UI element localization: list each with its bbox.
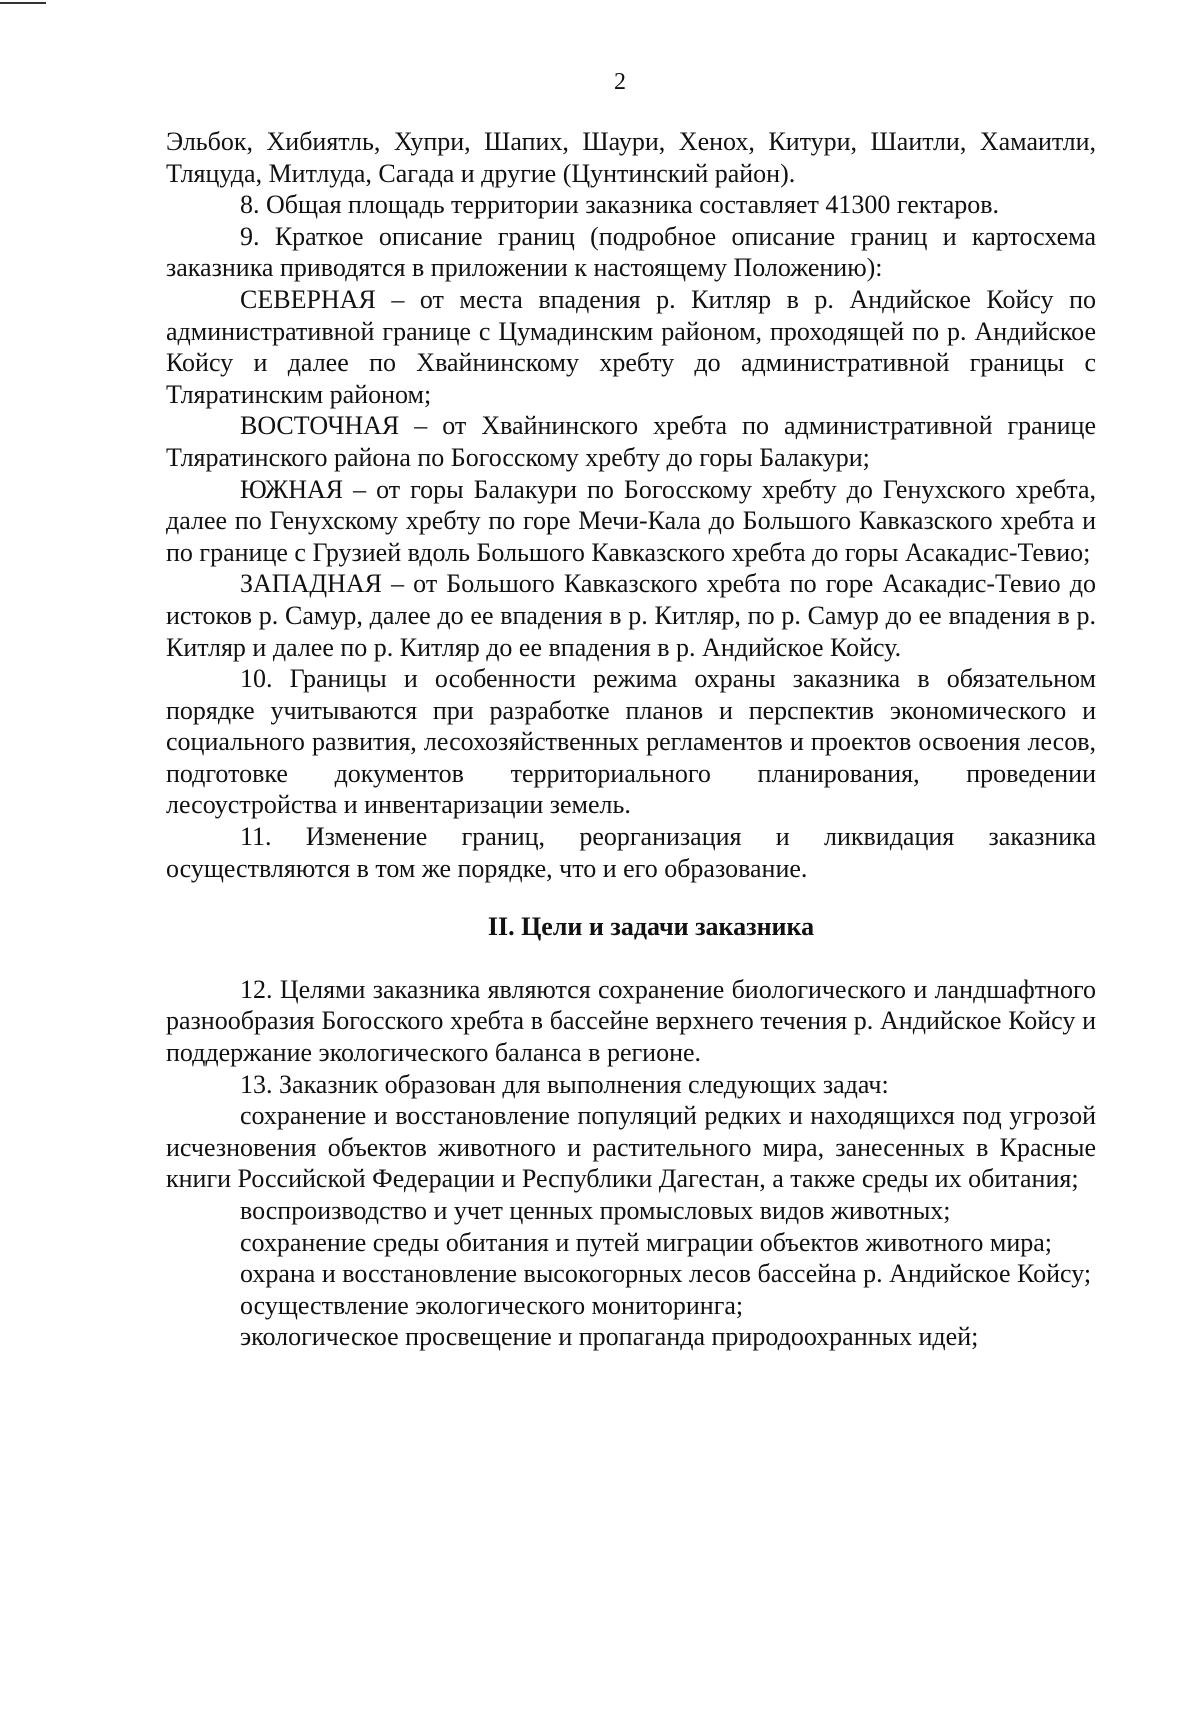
task-rare-species: сохранение и восстановление популяций редких и находящихся под угрозой исчезновения объектов животного и растительного мира, занесенных в Красные книги Российской Федерации и Республики Дагестан, а также среды их обитания;: [166, 1101, 1096, 1194]
scan-corner-mark: [0, 2, 46, 4]
paragraph-west-boundary: ЗАПАДНАЯ – от Большого Кавказского хребта по горе Асакадис-Тевио до истоков р. Самур, далее до ее впадения в р. Китляр, по р. Самур до ее впадения в р. Китляр и далее по р. Китляр до ее впадения в р. Андийское Койсу.: [166, 569, 1096, 662]
task-monitoring: осуществление экологического мониторинга;: [240, 1290, 744, 1320]
page-number: 2: [614, 69, 626, 95]
paragraph-11-changes: 11. Изменение границ, реорганизация и ликвидация заказника осуществляются в том же порядке, что и его образование.: [166, 822, 1096, 883]
section-heading: II. Цели и задачи заказника: [487, 912, 815, 942]
paragraph-13-tasks: 13. Заказник образован для выполнения следующих задач:: [240, 1069, 889, 1099]
document-body: [166, 126, 1096, 1353]
paragraph-north-boundary: СЕВЕРНАЯ – от места впадения р. Китляр в р. Андийское Койсу по административной границе с Цумадинским районом, проходящей по р. Андийское Койсу и далее по Хвайнинскому хребту до административной границы с Тляратинским районом;: [166, 284, 1096, 409]
task-education: экологическое просвещение и пропаганда природоохранных идей;: [240, 1322, 979, 1352]
task-habitat-migration: сохранение среды обитания и путей миграции объектов животного мира;: [240, 1227, 1053, 1257]
paragraph-12-goals: 12. Целями заказника являются сохранение биологического и ландшафтного разнообразия Богосского хребта в бассейне верхнего течения р. Андийское Койсу и поддержание экологического баланса в регионе.: [166, 974, 1096, 1068]
paragraph-continuation: Эльбок, Хибиятль, Хупри, Шапих, Шаури, Хенох, Китури, Шаитли, Хамаитли, Тляцуда, Митлуда, Сагада и другие (Цунтинский район).: [166, 127, 1096, 188]
paragraph-east-boundary: ВОСТОЧНАЯ – от Хвайнинского хребта по административной границе Тляратинского района по Богосскому хребту до горы Балакури;: [166, 411, 1096, 472]
task-highland-forests: охрана и восстановление высокогорных лесов бассейна р. Андийское Койсу;: [240, 1259, 1092, 1289]
paragraph-10-regime: 10. Границы и особенности режима охраны заказника в обязательном порядке учитываются при разработке планов и перспектив экономического и социального развития, лесохозяйственных регламентов и проектов освоения лесов, подготовке документов территориального планирования, проведении лесоустройства и инвентаризации земель.: [166, 664, 1096, 820]
paragraph-south-boundary: ЮЖНАЯ – от горы Балакури по Богосскому хребту до Генухского хребта, далее по Генухскому хребту по горе Мечи-Кала до Большого Кавказского хребта и по границе с Грузией вдоль Большого Кавказского хребта до горы Асакадис-Тевио;: [166, 474, 1096, 567]
paragraph-9-boundaries: 9. Краткое описание границ (подробное описание границ и картосхема заказника приводятся в приложении к настоящему Положению):: [166, 221, 1096, 283]
paragraph-8-total-area: 8. Общая площадь территории заказника составляет 41300 гектаров.: [240, 190, 1000, 220]
task-game-species: воспроизводство и учет ценных промысловых видов животных;: [240, 1196, 951, 1225]
